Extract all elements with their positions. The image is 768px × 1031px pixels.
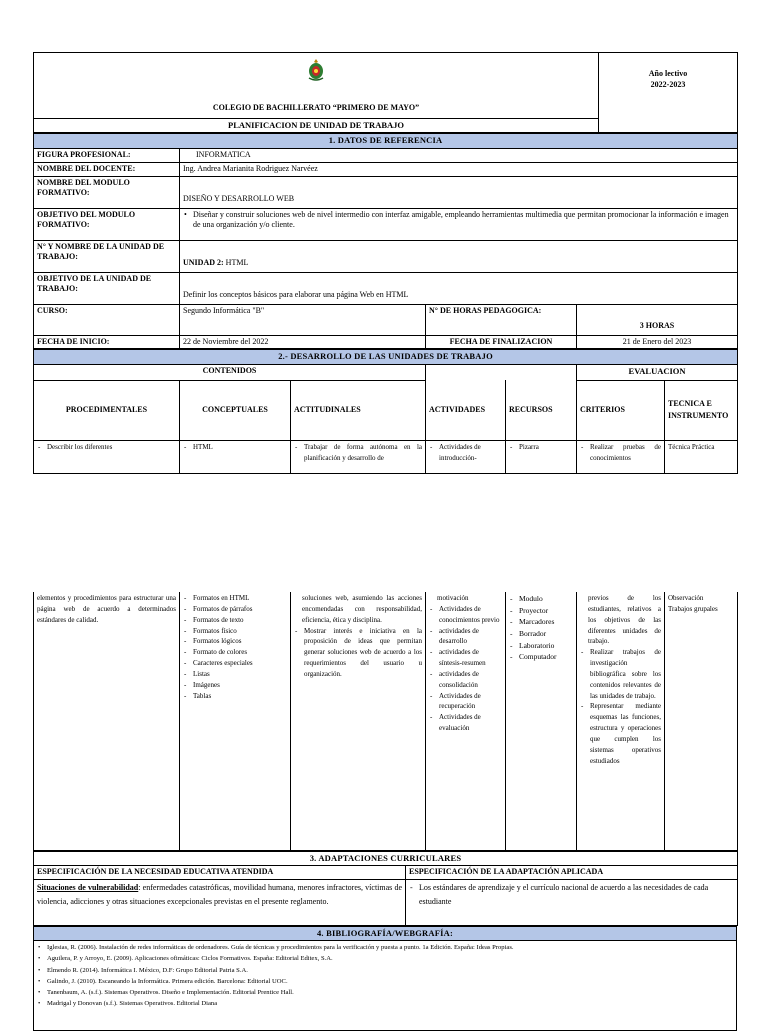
conceptual-item: - Tablas	[191, 691, 287, 702]
actitudinal-continued: soluciones web, asumiendo las acciones encomendadas con responsabilidad, eficiencia, ética y disciplina.	[302, 594, 422, 624]
adaptacion-item: - Los estándares de aprendizaje y el currículo nacional de acuerdo a las necesidades de cada estudiante	[417, 881, 734, 909]
school-crest-icon	[307, 58, 325, 82]
p1-actitudinales	[291, 440, 426, 473]
recurso-item: - Proyector	[517, 605, 573, 617]
objetivo-unidad-label: OBJETIVO DE LA UNIDAD DE TRABAJO:	[34, 272, 180, 304]
recurso-item: - Marcadores	[517, 616, 573, 628]
p1-actividades	[426, 440, 506, 473]
plan-title: PLANIFICACION DE UNIDAD DE TRABAJO	[34, 119, 599, 133]
recurso-item: - Modulo	[517, 593, 573, 605]
curso-value: Segundo Informática "B"	[180, 304, 426, 335]
conceptual-item: - Formatos de párrafos	[191, 604, 287, 615]
conceptual-item: - Formatos físico	[191, 626, 287, 637]
actividad-item: - actividades de consolidación	[437, 669, 502, 691]
p1-recursos	[506, 440, 577, 473]
section-1-title: 1. DATOS DE REFERENCIA	[34, 134, 738, 148]
adaptacion-header: ESPECIFICACIÓN DE LA ADAPTACIÓN APLICADA	[406, 865, 738, 879]
page-1	[33, 52, 737, 474]
actividad-continued: motivación	[437, 594, 469, 602]
p1-tecnica: Técnica Práctica	[665, 440, 738, 473]
section-4-title: 4. BIBLIOGRAFÍA/WEBGRAFÍA:	[34, 926, 737, 940]
p1-conceptuales	[180, 440, 291, 473]
p2-recursos	[506, 592, 577, 850]
p1-criterio-item: - Realizar pruebas de conocimientos	[588, 442, 661, 464]
adaptacion-text	[406, 879, 738, 925]
modulo-label: NOMBRE DEL MODULO FORMATIVO:	[34, 176, 180, 208]
bibliography-item: • Aguilera, P. y Arroyo, E. (2009). Aplicaciones ofimáticas: Ciclos Formativos. España: Editorial Editex, S.A.	[45, 953, 733, 964]
conceptual-item: - Caracteres especiales	[191, 658, 287, 669]
section-2-title: 2.- DESARROLLO DE LAS UNIDADES DE TRABAJO	[34, 350, 738, 364]
tecnica-item: Observación	[668, 594, 704, 602]
col-actitudinales: ACTITUDINALES	[291, 380, 426, 440]
conceptual-item: - Formatos en HTML	[191, 593, 287, 604]
criterio-item: - Realizar trabajos de investigación bibliográfica sobre los contenidos relevantes de las unidades de trabajo.	[588, 647, 661, 701]
vulnerabilidad-label: Situaciones de vulnerabilidad	[37, 882, 139, 892]
page-2	[33, 592, 737, 1031]
necesidad-header: ESPECIFICACIÓN DE LA NECESIDAD EDUCATIVA ATENDIDA	[34, 865, 406, 879]
bibliography-item: • Galindo, J. (2010). Escaneando la Informática. Primera edición. Barcelona: Editorial UOC.	[45, 976, 733, 987]
objetivo-modulo-label: OBJETIVO DEL MODULO FORMATIVO:	[34, 208, 180, 240]
col-recursos: RECURSOS	[506, 380, 577, 440]
fin-value: 21 de Enero del 2023	[577, 335, 738, 349]
curso-label: CURSO:	[34, 304, 180, 335]
section-3-title: 3. ADAPTACIONES CURRICULARES	[34, 851, 738, 865]
recurso-item: - Laboratorio	[517, 640, 573, 652]
criterio-item: - Representar mediante esquemas las funciones, estructura y operaciones que cumplen los sistemas operativos estudiados	[588, 701, 661, 766]
inicio-label: FECHA DE INICIO:	[34, 335, 180, 349]
bibliography-list	[34, 941, 737, 1031]
evaluacion-header: EVALUACION	[577, 364, 738, 380]
contenidos-header: CONTENIDOS	[34, 364, 426, 380]
bibliography-table	[33, 926, 737, 1031]
figura-label: FIGURA PROFESIONAL:	[34, 148, 180, 162]
p1-actividad-item: - Actividades de introducción-	[437, 442, 502, 464]
recurso-item: - Computador	[517, 651, 573, 663]
conceptual-item: - Formatos lógicos	[191, 636, 287, 647]
docente-label: NOMBRE DEL DOCENTE:	[34, 162, 180, 176]
unidad-number: UNIDAD 2:	[183, 257, 224, 267]
development-table-p1	[33, 349, 738, 473]
p1-procedimentales	[34, 440, 180, 473]
p2-actitudinales	[291, 592, 426, 850]
conceptual-item: - Formato de colores	[191, 647, 287, 658]
bibliography-item: • Elmendo R. (2014). Informática I. México, D.F: Grupo Editorial Patria S.A.	[45, 965, 733, 976]
col-tecnica: TECNICA E INSTRUMENTO	[665, 380, 738, 440]
unidad-name: HTML	[223, 257, 249, 267]
bibliography-item: • Tanenbaum, A. (s.f.). Sistemas Operativos. Diseño e Implementación. Editorial Prentice Hall.	[45, 987, 733, 998]
p1-criterios	[577, 440, 665, 473]
criterio-continued: previos de los estudiantes, relativos a los objetivos de las diferentes unidades de trabajo.	[588, 594, 661, 646]
school-year: 2022-2023	[650, 79, 686, 89]
objetivo-modulo-text: • Diseñar y construir soluciones web de nivel intermedio con interfaz amigable, empleando herramientas multimedia que permitan promocionar la información e imagen de una organización y/o cliente.	[191, 210, 734, 232]
col-criterios: CRITERIOS	[577, 380, 665, 440]
p1-actitudinal-item: - Trabajar de forma autónoma en la planificación y desarrollo de	[302, 442, 422, 464]
actitudinal-item: - Mostrar interés e iniciativa en la proposición de ideas que permitan generar soluciones web de acuerdo a los requerimientos del usuario u organización.	[302, 626, 422, 680]
recurso-item: - Borrador	[517, 628, 573, 640]
p2-procedimentales: elementos y procedimientos para estructurar una página web de acuerdo a determinados estándares de calidad.	[34, 592, 180, 850]
tecnica-item: Trabajos grupales	[668, 604, 718, 613]
unidad-label: N° Y NOMBRE DE LA UNIDAD DE TRABAJO:	[34, 240, 180, 272]
vulnerabilidad-text: : enfermedades catastróficas, movilidad humana, menores infractores, víctimas de violencia, adicciones y otras situaciones excepcionales previstas en el presente reglamento.	[37, 882, 402, 906]
modulo-value: DISEÑO Y DESARROLLO WEB	[180, 176, 738, 208]
conceptual-item: - Imágenes	[191, 680, 287, 691]
p2-criterios	[577, 592, 665, 850]
actividad-item: - actividades de síntesis-resumen	[437, 647, 502, 669]
school-year-cell	[599, 53, 738, 133]
col-conceptuales: CONCEPTUALES	[180, 380, 291, 440]
docente-value: Ing. Andrea Marianita Rodriguez Narvéez	[180, 162, 738, 176]
col-actividades: ACTIVIDADES	[426, 380, 506, 440]
school-year-label: Año lectivo	[648, 69, 688, 78]
actividad-item: - Actividades de evaluación	[437, 712, 502, 734]
development-table-p2	[33, 592, 738, 851]
horas-label: N° DE HORAS PEDAGOGICA:	[426, 304, 577, 335]
conceptual-item: - Listas	[191, 669, 287, 680]
p1-procedimentales-text: - Describir los diferentes	[45, 442, 176, 453]
bibliography-item: • Madrigal y Donovan (s.f.). Sistemas Operativos. Editorial Diana	[45, 998, 733, 1009]
p2-tecnica	[665, 592, 738, 850]
header-table	[33, 52, 738, 133]
col-procedimentales: PROCEDIMENTALES	[34, 380, 180, 440]
school-header	[34, 53, 599, 119]
p2-actividades	[426, 592, 506, 850]
horas-value: 3 HORAS	[577, 304, 738, 335]
bibliography-item: • Iglesias, R. (2006). Instalación de redes informáticas de ordenadores. Guía de técnicas y procedimientos para la verificación y puesta a punto. 1a Edición. España: Ideas Propias.	[45, 942, 733, 953]
objetivo-modulo-value	[180, 208, 738, 240]
conceptual-item: - Formatos de texto	[191, 615, 287, 626]
objetivo-unidad-value: Definir los conceptos básicos para elaborar una página Web en HTML	[180, 272, 738, 304]
reference-data-table	[33, 133, 738, 349]
unidad-value	[180, 240, 738, 272]
fin-label: FECHA DE FINALIZACION	[426, 335, 577, 349]
inicio-value: 22 de Noviembre del 2022	[180, 335, 426, 349]
actividad-item: - Actividades de conocimientos previo	[437, 604, 502, 626]
necesidad-text	[34, 879, 406, 925]
figura-value: INFORMATICA	[180, 148, 738, 162]
adaptations-table	[33, 851, 738, 926]
actividad-item: - actividades de desarrollo	[437, 626, 502, 648]
p1-conceptual-item: - HTML	[191, 442, 287, 453]
p2-conceptuales	[180, 592, 291, 850]
school-name: COLEGIO DE BACHILLERATO “PRIMERO DE MAYO”	[212, 103, 420, 112]
p1-recurso-item: - Pizarra	[517, 442, 573, 453]
actividad-item: - Actividades de recuperación	[437, 691, 502, 713]
